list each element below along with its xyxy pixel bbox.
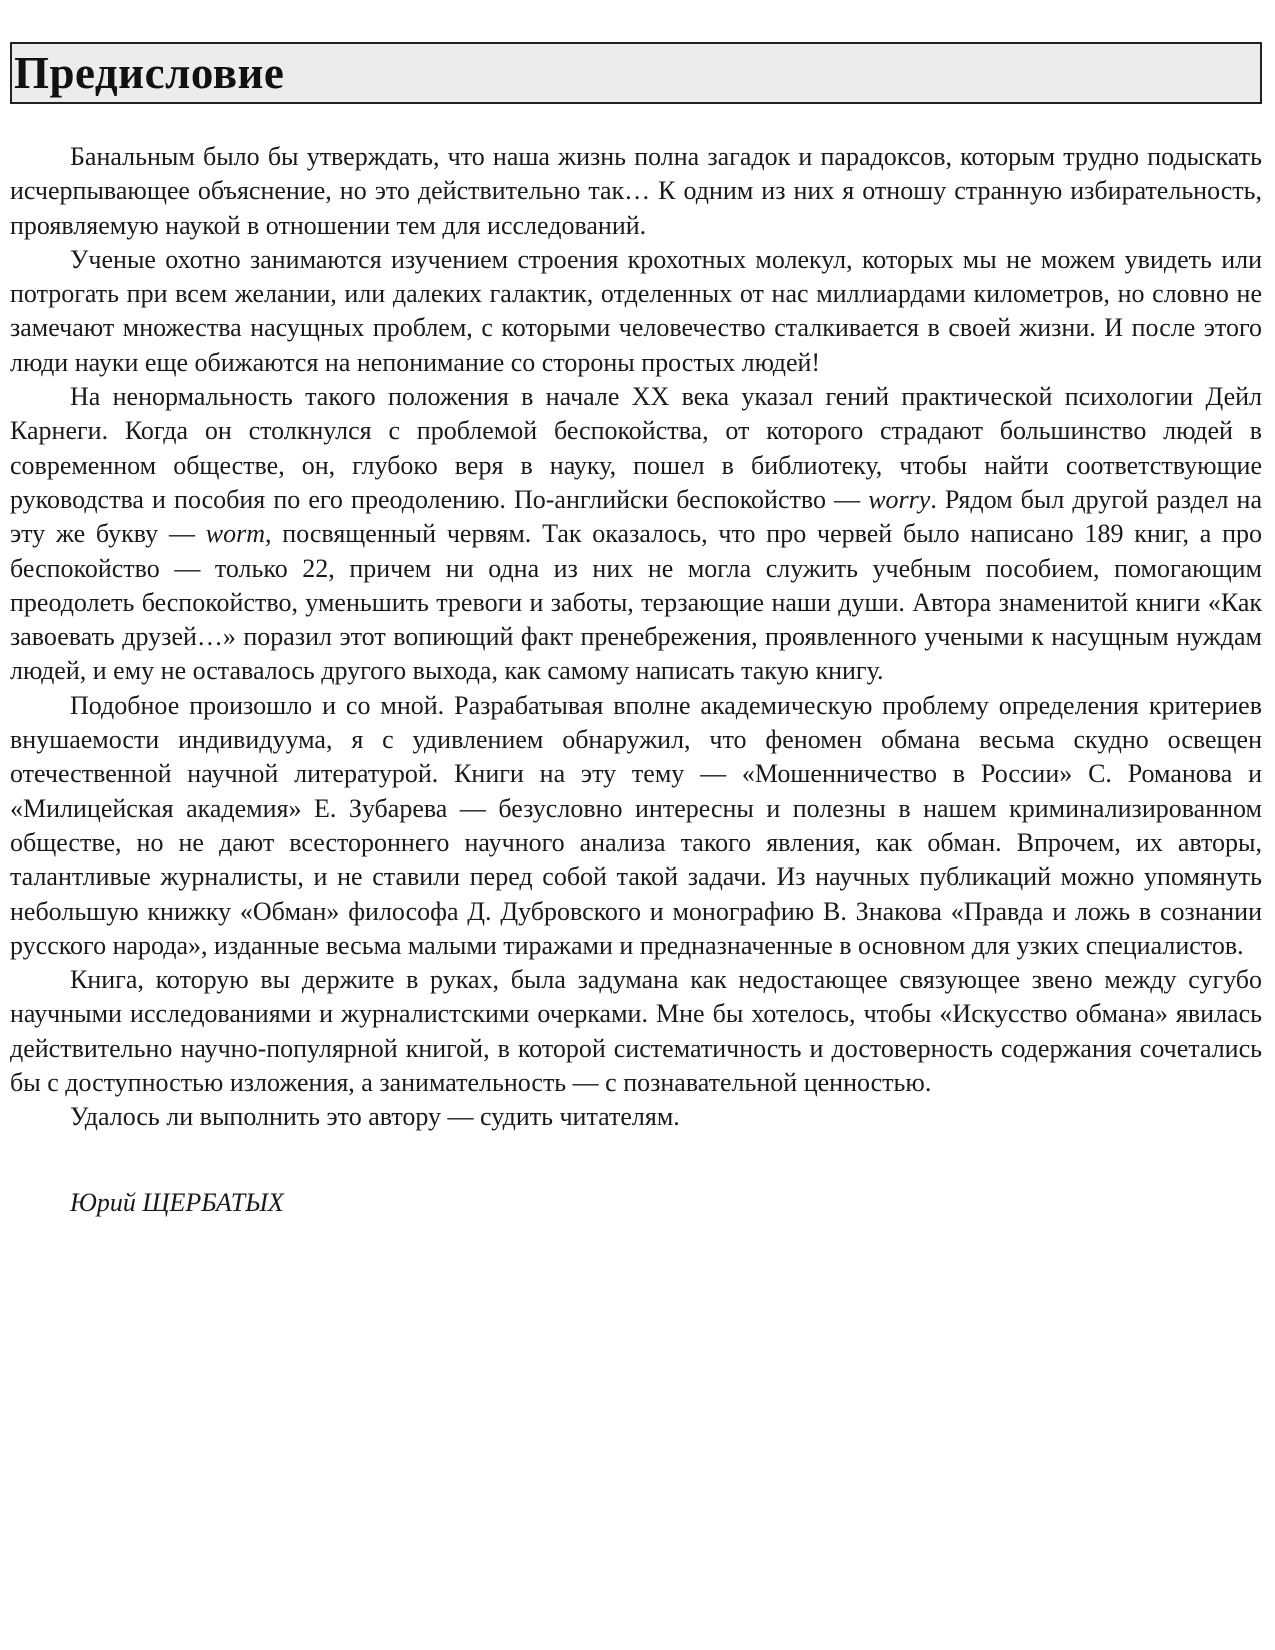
paragraph-3 <box>10 380 1262 689</box>
paragraph-4 <box>10 689 1262 963</box>
paragraph-text: Ученые охотно занимаются изучением строения крохотных молекул, которых мы не можем увидеть или потрогать при всем желании, или далеких галактик, отделенных от нас миллиардами километров, но словно не замечают множества насущных проблем, с которыми человечество сталкивается в своей жизни. И после этого люди науки еще обижаются на непонимание со стороны простых людей! <box>10 244 1262 377</box>
paragraph-5 <box>10 963 1262 1100</box>
paragraph-6 <box>10 1100 1262 1134</box>
paragraph-1 <box>10 140 1262 243</box>
paragraph-text: На ненормальность такого положения в начале XX века указал гений практической психологии Дейл Карнеги. Когда он столкнулся с проблемой беспокойства, от которого страдают большинство людей в современном обществе, он, глубоко веря в науку, пошел в библиотеку, чтобы найти соответствующие руководства и пособия по его преодолению. По-английски беспокойство — <box>10 382 1262 514</box>
paragraph-text: Книга, которую вы держите в руках, была задумана как недостающее связующее звено между сугубо научными исследованиями и журналистскими очерками. Мне бы хотелось, чтобы «Искусство обмана» явилась действительно научно-популярной книгой, в которой систематичность и достоверность содержания сочетались бы с доступностью изложения, а занимательность — с познавательной ценностью. <box>10 965 1262 1098</box>
document-page <box>10 42 1262 1220</box>
paragraph-text: . Рядом был другой раздел на эту же букву — <box>10 484 1262 549</box>
paragraph-text: Подобное произошло и со мной. Разрабатывая вполне академическую проблему определения критериев внушаемости индивидуума, я с удивлением обнаружил, что феномен обмана весьма скудно освещен отечественной научной литературой. Книги на эту тему — «Мошенничество в России» С. Романова и «Милицейская академия» Е. Зубарева — безусловно интересны и полезны в нашем криминализированном обществе, но не дают всестороннего научного анализа такого явления, как обман. Впрочем, их авторы, талантливые журналисты, и не ставили перед собой такой задачи. Из научных публикаций можно упомянуть небольшую книжку «Обман» философа Д. Дубровского и монографию В. Знакова «Правда и ложь в сознании русского народа», изданные весьма малыми тиражами и предназначенные в основном для узких специалистов. <box>10 690 1262 960</box>
italic-word-worry: worry <box>868 484 931 514</box>
author-signature: Юрий ЩЕРБАТЫХ <box>70 1187 284 1217</box>
body-text <box>10 140 1262 1135</box>
italic-word-worm: worm <box>205 519 265 549</box>
paragraph-text: Банальным было бы утверждать, что наша жизнь полна загадок и парадоксов, которым трудно подыскать исчерпывающее объяснение, но это действительно так… К одним из них я отношу странную избирательность, проявляемую наукой в отношении тем для исследований. <box>10 142 1262 240</box>
heading-box <box>10 42 1262 104</box>
paragraph-2 <box>10 243 1262 380</box>
paragraph-text: , посвященный червям. Так оказалось, что про червей было написано 189 книг, а про беспокойство — только 22, причем ни одна из них не могла служить учебным пособием, помогающим преодолеть беспокойство, уменьшить тревоги и заботы, терзающие наши души. Автора знаменитой книги «Как завоевать друзей…» поразил этот вопиющий факт пренебрежения, проявленного учеными к насущным нуждам людей, и ему не оставалось другого выхода, как самому написать такую книгу. <box>10 519 1262 686</box>
paragraph-text: Удалось ли выполнить это автору — судить читателям. <box>70 1102 680 1132</box>
page-title: Предисловие <box>14 47 285 98</box>
